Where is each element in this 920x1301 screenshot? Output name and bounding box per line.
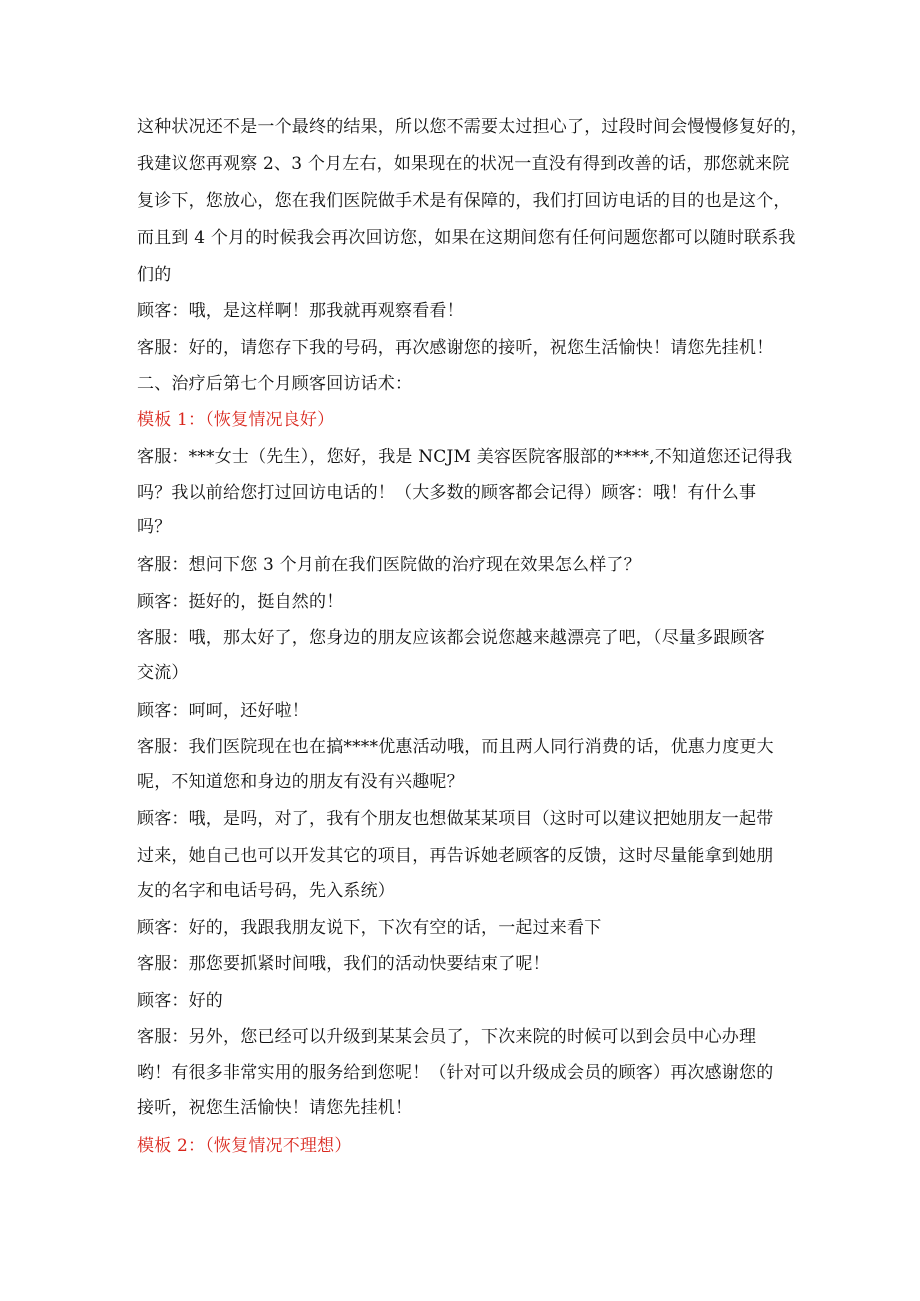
customer-line: 顾客：好的	[137, 991, 223, 1011]
customer-line: 顾客：呵呵，还好啦！	[137, 701, 309, 721]
body-text-line: 我建议您再观察 2、3 个月左右，如果现在的状况一直没有得到改善的话，那您就来院	[137, 154, 790, 174]
service-line: 客服：想问下您 3 个月前在我们医院做的治疗现在效果怎么样了？	[137, 555, 641, 575]
service-line: 客服：好的，请您存下我的号码，再次感谢您的接听，祝您生活愉快！请您先挂机！	[137, 338, 774, 358]
customer-line: 顾客：挺好的，挺自然的！	[137, 592, 344, 612]
body-text-line: 接听，祝您生活愉快！请您先挂机！	[137, 1098, 413, 1118]
body-text-line: 友的名字和电话号码，先入系统）	[137, 881, 395, 901]
service-line: 客服：我们医院现在也在搞****优惠活动哦，而且两人同行消费的话，优惠力度更大	[137, 737, 774, 757]
body-text-line: 们的	[137, 265, 172, 285]
customer-line: 顾客：哦，是吗，对了，我有个朋友也想做某某项目（这时可以建议把她朋友一起带	[137, 809, 774, 829]
body-text-line: 吗？	[137, 517, 172, 537]
template-1-heading: 模板 1：（恢复情况良好）	[137, 410, 335, 430]
body-text-line: 吗？我以前给您打过回访电话的！（大多数的顾客都会记得）顾客：哦！有什么事	[137, 483, 757, 503]
body-text-line: 而且到 4 个月的时候我会再次回访您，如果在这期间您有任何问题您都可以随时联系我	[137, 228, 796, 248]
body-text-line: 这种状况还不是一个最终的结果，所以您不需要太过担心了，过段时间会慢慢修复好的，	[137, 117, 808, 137]
service-line: 客服：***女士（先生），您好，我是 NCJM 美容医院客服部的****,不知道您还记得我	[137, 447, 793, 467]
customer-line: 顾客：哦，是这样啊！那我就再观察看看！	[137, 301, 464, 321]
section-heading: 二、治疗后第七个月顾客回访话术：	[137, 374, 413, 394]
body-text-line: 哟！有很多非常实用的服务给到您呢！（针对可以升级成会员的顾客）再次感谢您的	[137, 1063, 774, 1083]
template-2-heading: 模板 2：（恢复情况不理想）	[137, 1136, 352, 1156]
body-text-line: 呢，不知道您和身边的朋友有没有兴趣呢？	[137, 772, 464, 792]
body-text-line: 过来，她自己也可以开发其它的项目，再告诉她老顾客的反馈，这时尽量能拿到她朋	[137, 846, 774, 866]
service-line: 客服：另外，您已经可以升级到某某会员了，下次来院的时候可以到会员中心办理	[137, 1027, 757, 1047]
service-line: 客服：哦，那太好了，您身边的朋友应该都会说您越来越漂亮了吧，（尽量多跟顾客	[137, 628, 765, 648]
body-text-line: 交流）	[137, 663, 189, 683]
customer-line: 顾客：好的，我跟我朋友说下，下次有空的话，一起过来看下	[137, 918, 602, 938]
body-text-line: 复诊下，您放心，您在我们医院做手术是有保障的，我们打回访电话的目的也是这个，	[137, 191, 791, 211]
service-line: 客服：那您要抓紧时间哦，我们的活动快要结束了呢！	[137, 954, 550, 974]
